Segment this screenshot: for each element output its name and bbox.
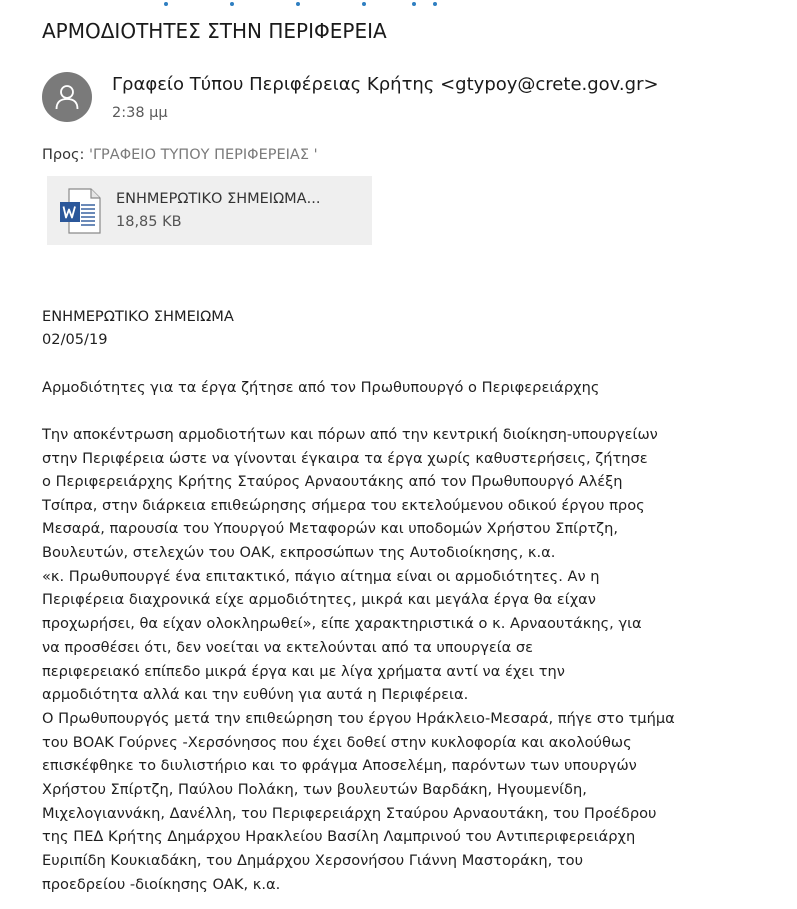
recipient-line (42, 147, 318, 163)
loading-dot (230, 2, 234, 6)
to-label: Προς: (42, 147, 85, 163)
body-line: «κ. Πρωθυπουργέ ένα επιτακτικό, πάγιο αίτημα είναι οι αρμοδιότητες. Αν η (42, 568, 600, 585)
loading-dot (296, 2, 300, 6)
loading-dot (362, 2, 366, 6)
word-document-icon (59, 188, 101, 234)
body-line: επισκέφθηκε το διυλιστήριο και το φράγμα Αποσελέμη, παρόντων των υπουργών (42, 757, 637, 774)
body-line: της ΠΕΔ Κρήτης Δημάρχου Ηρακλείου Βασίλη Λαμπρινού του Αντιπεριφερειάρχη (42, 828, 636, 845)
attachment-name: ΕΝΗΜΕΡΩΤΙΚΟ ΣΗΜΕΙΩΜΑ... (116, 191, 321, 207)
body-line: Την αποκέντρωση αρμοδιοτήτων και πόρων από την κεντρική διοίκηση-υπουργείων (42, 426, 658, 443)
body-line: 02/05/19 (42, 331, 108, 348)
sender-avatar[interactable] (42, 72, 92, 122)
body-line: Μιχελογιαννάκη, Δανέλλη, του Περιφερειάρχη Σταύρου Αρναουτάκη, του Προέδρου (42, 805, 657, 822)
sender-name[interactable]: Γραφείο Τύπου Περιφέρειας Κρήτης <gtypoy@crete.gov.gr> (112, 74, 659, 95)
loading-dot (164, 2, 168, 6)
body-line: προχωρήσει, θα είχαν ολοκληρωθεί», είπε χαρακτηριστικά ο κ. Αρναουτάκης, για (42, 615, 642, 632)
body-line: Χρήστου Σπίρτζη, Παύλου Πολάκη, των βουλευτών Βαρδάκη, Ηγουμενίδη, (42, 781, 587, 798)
body-line: στην Περιφέρεια ώστε να γίνονται έγκαιρα τα έργα χωρίς καθυστερήσεις, ζήτησε (42, 450, 648, 467)
body-line: Ο Πρωθυπουργός μετά την επιθεώρηση του έργου Ηράκλειο-Μεσαρά, πήγε στο τμήμα (42, 710, 675, 727)
loading-dot (412, 2, 416, 6)
body-line: περιφερειακό επίπεδο μικρά έργα και με λίγα χρήματα αντί να έχει την (42, 663, 565, 680)
body-line: Τσίπρα, στην διάρκεια επιθεώρησης σήμερα του εκτελούμενου οδικού έργου προς (42, 497, 645, 514)
body-line: προεδρείου -διοίκησης ΟΑΚ, κ.α. (42, 876, 281, 893)
person-icon (55, 84, 79, 110)
email-subject: ΑΡΜΟΔΙΟΤΗΤΕΣ ΣΤΗΝ ΠΕΡΙΦΕΡΕΙΑ (42, 19, 387, 43)
loading-dot (433, 2, 437, 6)
recipient-name[interactable]: 'ΓΡΑΦΕΙΟ ΤΥΠΟΥ ΠΕΡΙΦΕΡΕΙΑΣ ' (88, 147, 318, 163)
attachment-size: 18,85 KB (116, 214, 182, 230)
loading-dots (0, 0, 797, 8)
body-line: αρμοδιότητα αλλά και την ευθύνη για αυτά η Περιφέρεια. (42, 686, 469, 703)
body-line: Μεσαρά, παρουσία του Υπουργού Μεταφορών και υποδομών Χρήστου Σπίρτζη, (42, 520, 618, 537)
attachment-card[interactable] (47, 176, 372, 245)
sent-time: 2:38 μμ (112, 105, 168, 121)
body-line: Περιφέρεια διαχρονικά είχε αρμοδιότητες, μικρά και μεγάλα έργα θα είχαν (42, 591, 596, 608)
body-line: Βουλευτών, στελεχών του ΟΑΚ, εκπροσώπων της Αυτοδιοίκησης, κ.α. (42, 544, 556, 561)
body-line: ο Περιφερειάρχης Κρήτης Σταύρος Αρναουτάκης από τον Πρωθυπουργό Αλέξη (42, 473, 623, 490)
body-line: του ΒΟΑΚ Γούρνες -Χερσόνησος που έχει δοθεί στην κυκλοφορία και ακολούθως (42, 734, 632, 751)
body-line: ΕΝΗΜΕΡΩΤΙΚΟ ΣΗΜΕΙΩΜΑ (42, 308, 234, 325)
body-line: Ευριπίδη Κουκιαδάκη, του Δημάρχου Χερσονήσου Γιάννη Μαστοράκη, του (42, 852, 584, 869)
body-line: να προσθέσει ότι, δεν νοείται να εκτελούνται από τα υπουργεία σε (42, 639, 534, 656)
body-line: Αρμοδιότητες για τα έργα ζήτησε από τον Πρωθυπουργό ο Περιφερειάρχης (42, 379, 600, 396)
